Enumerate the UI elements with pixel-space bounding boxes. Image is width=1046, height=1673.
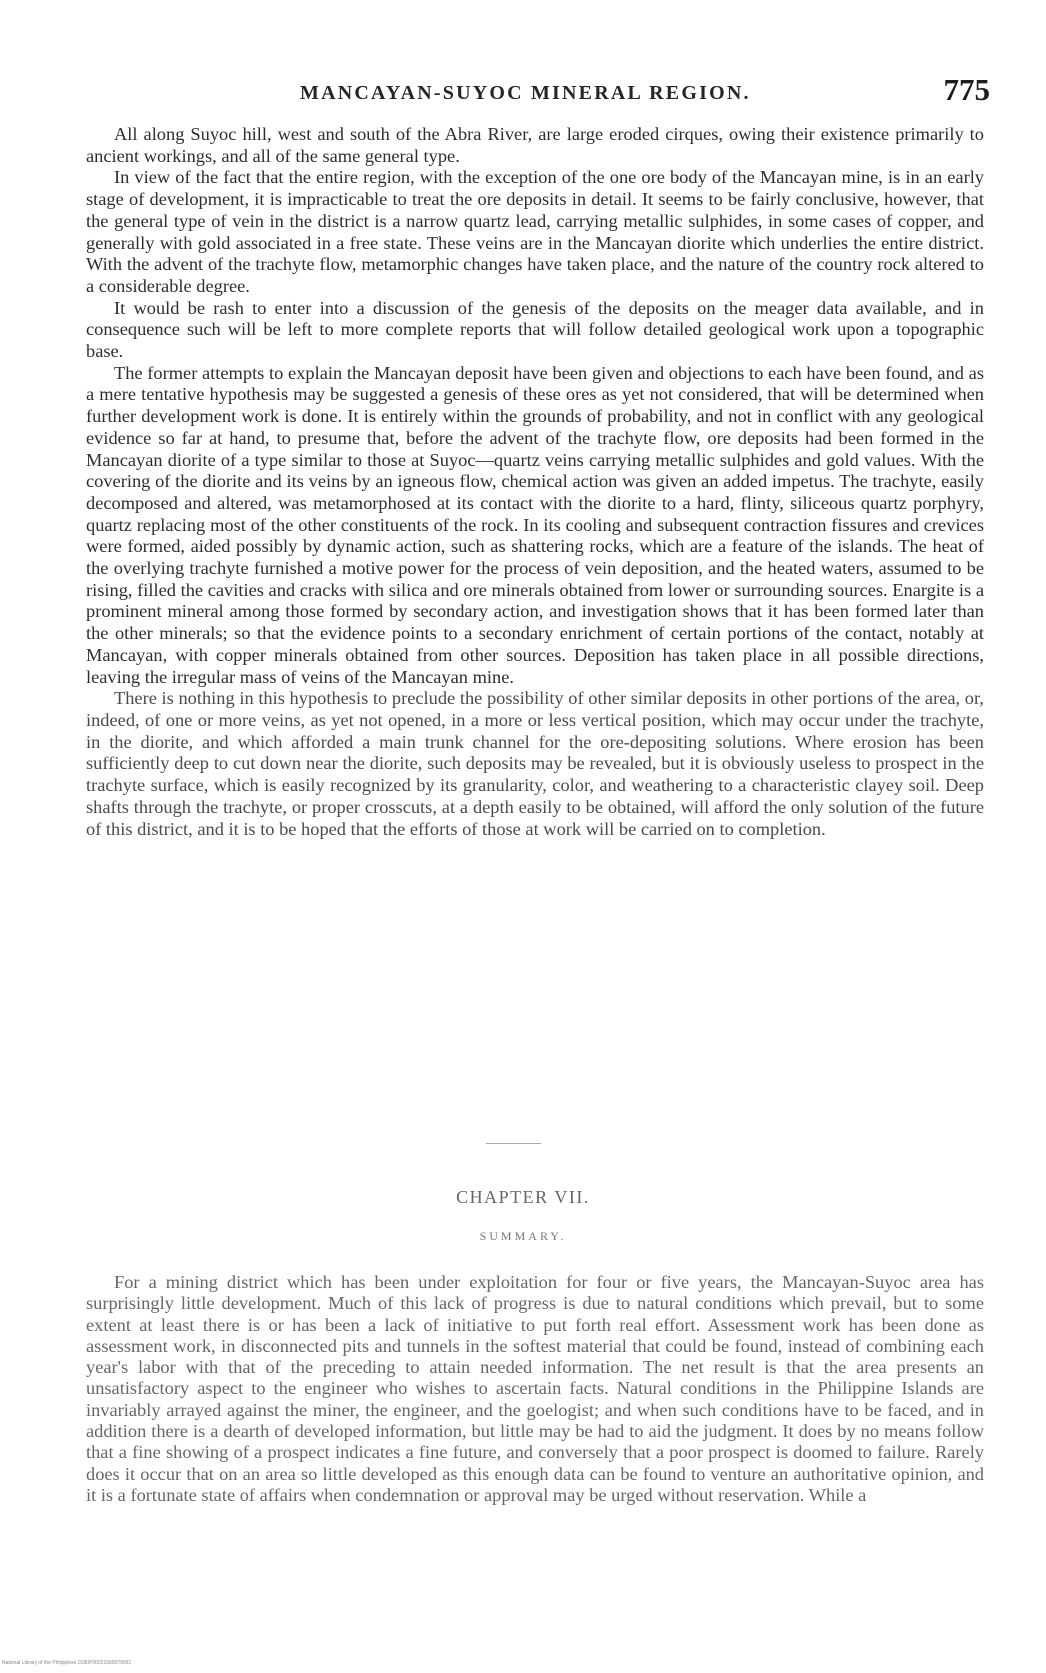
section-divider [486, 1143, 541, 1144]
section-heading: SUMMARY. [479, 1229, 567, 1243]
body-text [86, 124, 984, 840]
paragraph: In view of the fact that the entire region, with the exception of the one ore body of the Mancayan mine, is in an early stage of development, it is impracticable to treat the ore deposits in detail. It seems to be fairly conclusive, however, that the general type of vein in the district is a narrow quartz lead, carrying metallic sulphides, in some cases of copper, and generally with gold associated in a free state. These veins are in the Mancayan diorite which underlies the entire district. With the advent of the trachyte flow, metamorphic changes have taken place, and the nature of the country rock altered to a considerable degree. [86, 167, 984, 296]
running-title: MANCAYAN-SUYOC MINERAL REGION. [300, 82, 751, 104]
summary-text [86, 1272, 984, 1506]
paragraph: It would be rash to enter into a discussion of the genesis of the deposits on the meager data available, and in consequence such will be left to more complete reports that will follow detailed geological work upon a topographic base. [86, 297, 984, 362]
page-number: 775 [943, 72, 990, 107]
library-footer-note: National Library of the Philippines 0180P00021000079081 [2, 1660, 132, 1666]
page-header [300, 68, 990, 116]
paragraph: For a mining district which has been under exploitation for four or five years, the Mancayan-Suyoc area has surprisingly little development. Much of this lack of progress is due to natural conditions which prevail, but to some extent at least there is or has been a lack of initiative to put forth real effort. Assessment work has been done as assessment work, in disconnected pits and tunnels in the softest material that could be found, instead of combining each year's labor with that of the preceding to attain needed information. The net result is that the area presents an unsatisfactory aspect to the engineer who wishes to ascertain facts. Natural conditions in the Philippine Islands are invariably arrayed against the miner, the engineer, and the goelogist; and when such conditions have to be faced, and in addition there is a dearth of developed information, but little may be had to aid the judgment. It does by no means follow that a fine showing of a prospect indicates a fine future, and conversely that a poor prospect is doomed to failure. Rarely does it occur that on an area so little developed as this enough data can be found to venture an authoritative opinion, and it is a fortunate state of affairs when condemnation or approval may be urged without reservation. While a [86, 1272, 984, 1505]
paragraph: There is nothing in this hypothesis to preclude the possibility of other similar deposits in other portions of the area, or, indeed, of one or more veins, as yet not opened, in a more or less vertical position, which may occur under the trachyte, in the diorite, and which afforded a main trunk channel for the ore-depositing solutions. Where erosion has been sufficiently deep to cut down near the diorite, such deposits may be revealed, but it is obviously useless to prospect in the trachyte surface, which is easily recognized by its granularity, color, and weathering to a characteristic clayey soil. Deep shafts through the trachyte, or proper crosscuts, at a depth easily to be obtained, will afford the only solution of the future of this district, and it is to be hoped that the efforts of those at work will be carried on to completion. [86, 688, 984, 839]
paragraph: All along Suyoc hill, west and south of the Abra River, are large eroded cirques, owing their existence primarily to ancient workings, and all of the same general type. [86, 124, 984, 166]
paragraph: The former attempts to explain the Mancayan deposit have been given and objections to each have been found, and as a mere tentative hypothesis may be suggested a genesis of these ores as yet not considered, that will be determined when further development work is done. It is entirely within the grounds of probability, and not in conflict with any geological evidence so far at hand, to presume that, before the advent of the trachyte flow, ore deposits had been formed in the Mancayan diorite of a type similar to those at Suyoc—quartz veins carrying metallic sulphides and gold values. With the covering of the diorite and its veins by an igneous flow, chemical action was given an added impetus. The trachyte, easily decomposed and altered, was metamorphosed at its contact with the diorite to a hard, flinty, siliceous quartz porphyry, quartz replacing most of the other constituents of the rock. In its cooling and subsequent contraction fissures and crevices were formed, aided possibly by dynamic action, such as shattering rocks, which are a feature of the islands. The heat of the overlying trachyte furnished a motive power for the process of vein deposition, and the heated waters, assumed to be rising, filled the cavities and cracks with silica and ore minerals obtained from lower or surrounding sources. Enargite is a prominent mineral among those formed by secondary action, and investigation shows that it has been formed later than the other minerals; so that the evidence points to a secondary enrichment of certain portions of the contact, notably at Mancayan, with copper minerals obtained from other sources. Deposition has taken place in all possible directions, leaving the irregular mass of veins of the Mancayan mine. [86, 362, 984, 687]
chapter-heading: CHAPTER VII. [456, 1187, 590, 1207]
